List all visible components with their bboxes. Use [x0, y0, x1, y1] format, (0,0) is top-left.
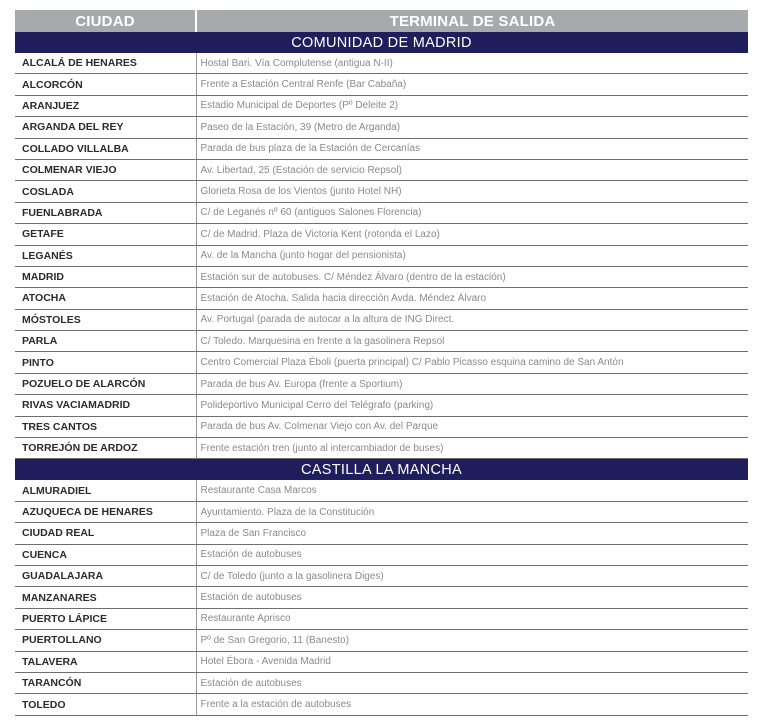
terminal-cell: C/ de Toledo (junto a la gasolinera Diges) — [196, 565, 748, 586]
table-row — [15, 202, 748, 223]
city-cell: ALCORCÓN — [15, 74, 196, 95]
city-cell: PARLA — [15, 331, 196, 352]
terminal-cell: C/ de Leganés nº 60 (antiguos Salones Florencia) — [196, 202, 748, 223]
section-header-row — [15, 459, 748, 481]
table-row — [15, 672, 748, 693]
terminal-cell: Restaurante Casa Marcos — [196, 480, 748, 501]
table-row — [15, 523, 748, 544]
city-cell: ARGANDA DEL REY — [15, 117, 196, 138]
table-row — [15, 630, 748, 651]
terminal-cell: Restaurante Aprisco — [196, 608, 748, 629]
terminal-cell: Estación sur de autobuses. C/ Méndez Álvaro (dentro de la estación) — [196, 266, 748, 287]
header-terminal-de-salida: TERMINAL DE SALIDA — [196, 10, 748, 32]
terminal-cell: Estación de autobuses — [196, 587, 748, 608]
city-cell: MANZANARES — [15, 587, 196, 608]
terminal-cell: Estación de Atocha. Salida hacia dirección Avda. Méndez Álvaro — [196, 288, 748, 309]
city-cell: COLLADO VILLALBA — [15, 138, 196, 159]
city-cell: TORREJÓN DE ARDOZ — [15, 438, 196, 459]
terminal-cell: Frente a Estación Central Renfe (Bar Cabaña) — [196, 74, 748, 95]
table-row — [15, 331, 748, 352]
table-row — [15, 694, 748, 715]
city-cell: TOLEDO — [15, 694, 196, 715]
city-cell: GUADALAJARA — [15, 565, 196, 586]
terminal-cell: Pº de San Gregorio, 11 (Banesto) — [196, 630, 748, 651]
city-cell: MÓSTOLES — [15, 309, 196, 330]
table-header-row — [15, 10, 748, 32]
terminal-cell: Paseo de la Estación, 39 (Metro de Arganda) — [196, 117, 748, 138]
table-row — [15, 53, 748, 74]
terminal-table-container — [15, 10, 748, 716]
table-row — [15, 352, 748, 373]
terminal-cell: Estadio Municipal de Deportes (Pº Deleite 2) — [196, 95, 748, 116]
table-row — [15, 288, 748, 309]
terminal-cell: Centro Comercial Plaza Éboli (puerta principal) C/ Pablo Picasso esquina camino de San Antón — [196, 352, 748, 373]
terminal-cell: Estación de autobuses — [196, 672, 748, 693]
city-cell: ARANJUEZ — [15, 95, 196, 116]
table-row — [15, 117, 748, 138]
city-cell: ALMURADIEL — [15, 480, 196, 501]
terminal-cell: Estación de autobuses — [196, 544, 748, 565]
table-body — [15, 32, 748, 715]
city-cell: TALAVERA — [15, 651, 196, 672]
table-row — [15, 95, 748, 116]
city-cell: FUENLABRADA — [15, 202, 196, 223]
terminal-cell: C/ de Madrid. Plaza de Victoria Kent (rotonda el Lazo) — [196, 224, 748, 245]
terminal-cell: Parada de bus Av. Colmenar Viejo con Av. del Parque — [196, 416, 748, 437]
terminal-cell: Frente estación tren (junto al intercambiador de buses) — [196, 438, 748, 459]
city-cell: GETAFE — [15, 224, 196, 245]
terminal-cell: Polideportivo Municipal Cerro del Telégrafo (parking) — [196, 395, 748, 416]
city-cell: LEGANÉS — [15, 245, 196, 266]
header-ciudad: CIUDAD — [15, 10, 196, 32]
city-cell: AZUQUECA DE HENARES — [15, 501, 196, 522]
city-cell: MADRID — [15, 266, 196, 287]
city-cell: CIUDAD REAL — [15, 523, 196, 544]
table-row — [15, 138, 748, 159]
city-cell: PUERTO LÁPICE — [15, 608, 196, 629]
terminal-cell: Av. Portugal (parada de autocar a la altura de ING Direct. — [196, 309, 748, 330]
table-row — [15, 480, 748, 501]
terminal-cell: Hostal Bari. Vía Complutense (antigua N-II) — [196, 53, 748, 74]
terminal-cell: Ayuntamiento. Plaza de la Constitución — [196, 501, 748, 522]
terminal-cell: Plaza de San Francisco — [196, 523, 748, 544]
section-title: CASTILLA LA MANCHA — [15, 459, 748, 481]
table-row — [15, 181, 748, 202]
table-row — [15, 373, 748, 394]
city-cell: COLMENAR VIEJO — [15, 159, 196, 180]
table-row — [15, 245, 748, 266]
terminal-cell: C/ Toledo. Marquesina en frente a la gasolinera Repsol — [196, 331, 748, 352]
table-row — [15, 565, 748, 586]
city-cell: CUENCA — [15, 544, 196, 565]
table-row — [15, 416, 748, 437]
departure-terminals-table — [15, 10, 748, 716]
city-cell: ATOCHA — [15, 288, 196, 309]
table-row — [15, 309, 748, 330]
city-cell: COSLADA — [15, 181, 196, 202]
table-row — [15, 608, 748, 629]
table-row — [15, 651, 748, 672]
table-row — [15, 159, 748, 180]
city-cell: TRES CANTOS — [15, 416, 196, 437]
table-row — [15, 266, 748, 287]
table-row — [15, 395, 748, 416]
city-cell: ALCALÁ DE HENARES — [15, 53, 196, 74]
terminal-cell: Av. de la Mancha (junto hogar del pensionista) — [196, 245, 748, 266]
terminal-cell: Parada de bus plaza de la Estación de Cercanías — [196, 138, 748, 159]
city-cell: TARANCÓN — [15, 672, 196, 693]
table-row — [15, 587, 748, 608]
section-title: COMUNIDAD DE MADRID — [15, 32, 748, 53]
terminal-cell: Av. Libertad, 25 (Estación de servicio Repsol) — [196, 159, 748, 180]
table-row — [15, 544, 748, 565]
city-cell: PUERTOLLANO — [15, 630, 196, 651]
city-cell: POZUELO DE ALARCÓN — [15, 373, 196, 394]
terminal-cell: Glorieta Rosa de los Vientos (junto Hotel NH) — [196, 181, 748, 202]
table-row — [15, 501, 748, 522]
terminal-cell: Frente a la estación de autobuses — [196, 694, 748, 715]
terminal-cell: Parada de bus Av. Europa (frente a Sportium) — [196, 373, 748, 394]
table-row — [15, 438, 748, 459]
section-header-row — [15, 32, 748, 53]
table-row — [15, 74, 748, 95]
city-cell: PINTO — [15, 352, 196, 373]
table-row — [15, 224, 748, 245]
terminal-cell: Hotel Ébora - Avenida Madrid — [196, 651, 748, 672]
city-cell: RIVAS VACIAMADRID — [15, 395, 196, 416]
